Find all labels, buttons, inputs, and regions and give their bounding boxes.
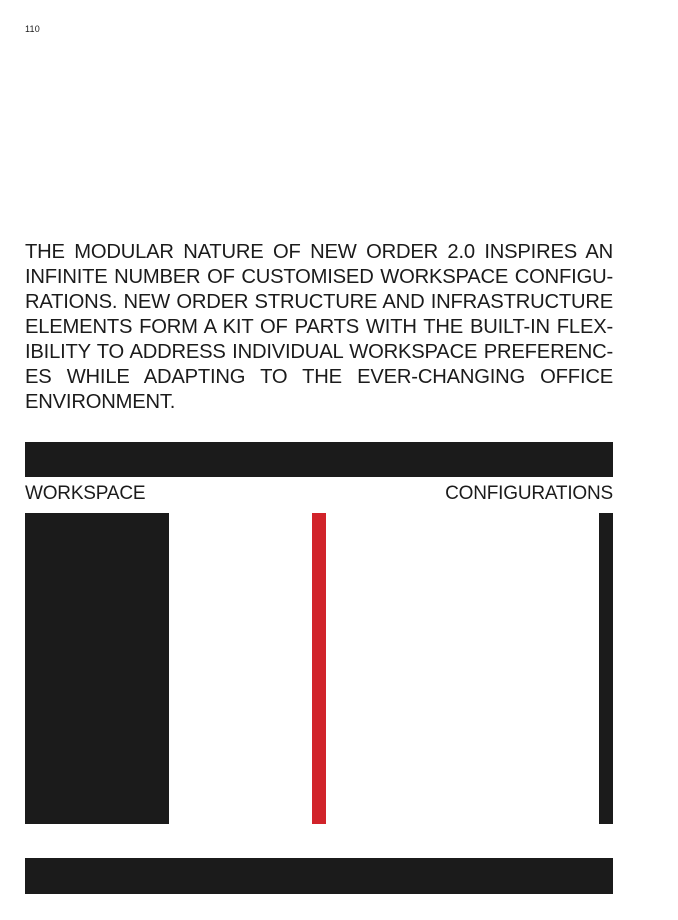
page-number: 110: [25, 24, 40, 34]
top-black-bar: [25, 442, 613, 477]
thin-black-vertical-bar: [599, 513, 613, 824]
intro-paragraph: THE MODULAR NATURE OF NEW ORDER 2.0 INSPIRES AN INFINITE NUMBER OF CUSTOMISED WORKSPACE CONFIGU-RATIONS. NEW ORDER STRUCTURE AND INFRASTRUCTURE ELEMENTS FORM A KIT OF PARTS WITH THE BUILT-IN FLEX-IBILITY TO ADDRESS INDIVIDUAL WORKSPACE PREFERENC-ES WHILE ADAPTING TO THE EVER-CHANGING OFFICE ENVIRONMENT.: [25, 241, 613, 413]
configurations-label: CONFIGURATIONS: [445, 483, 613, 504]
bottom-black-bar: [25, 858, 613, 894]
workspace-label: WORKSPACE: [25, 483, 146, 504]
red-vertical-bar: [312, 513, 326, 824]
wide-black-block: [25, 513, 169, 824]
